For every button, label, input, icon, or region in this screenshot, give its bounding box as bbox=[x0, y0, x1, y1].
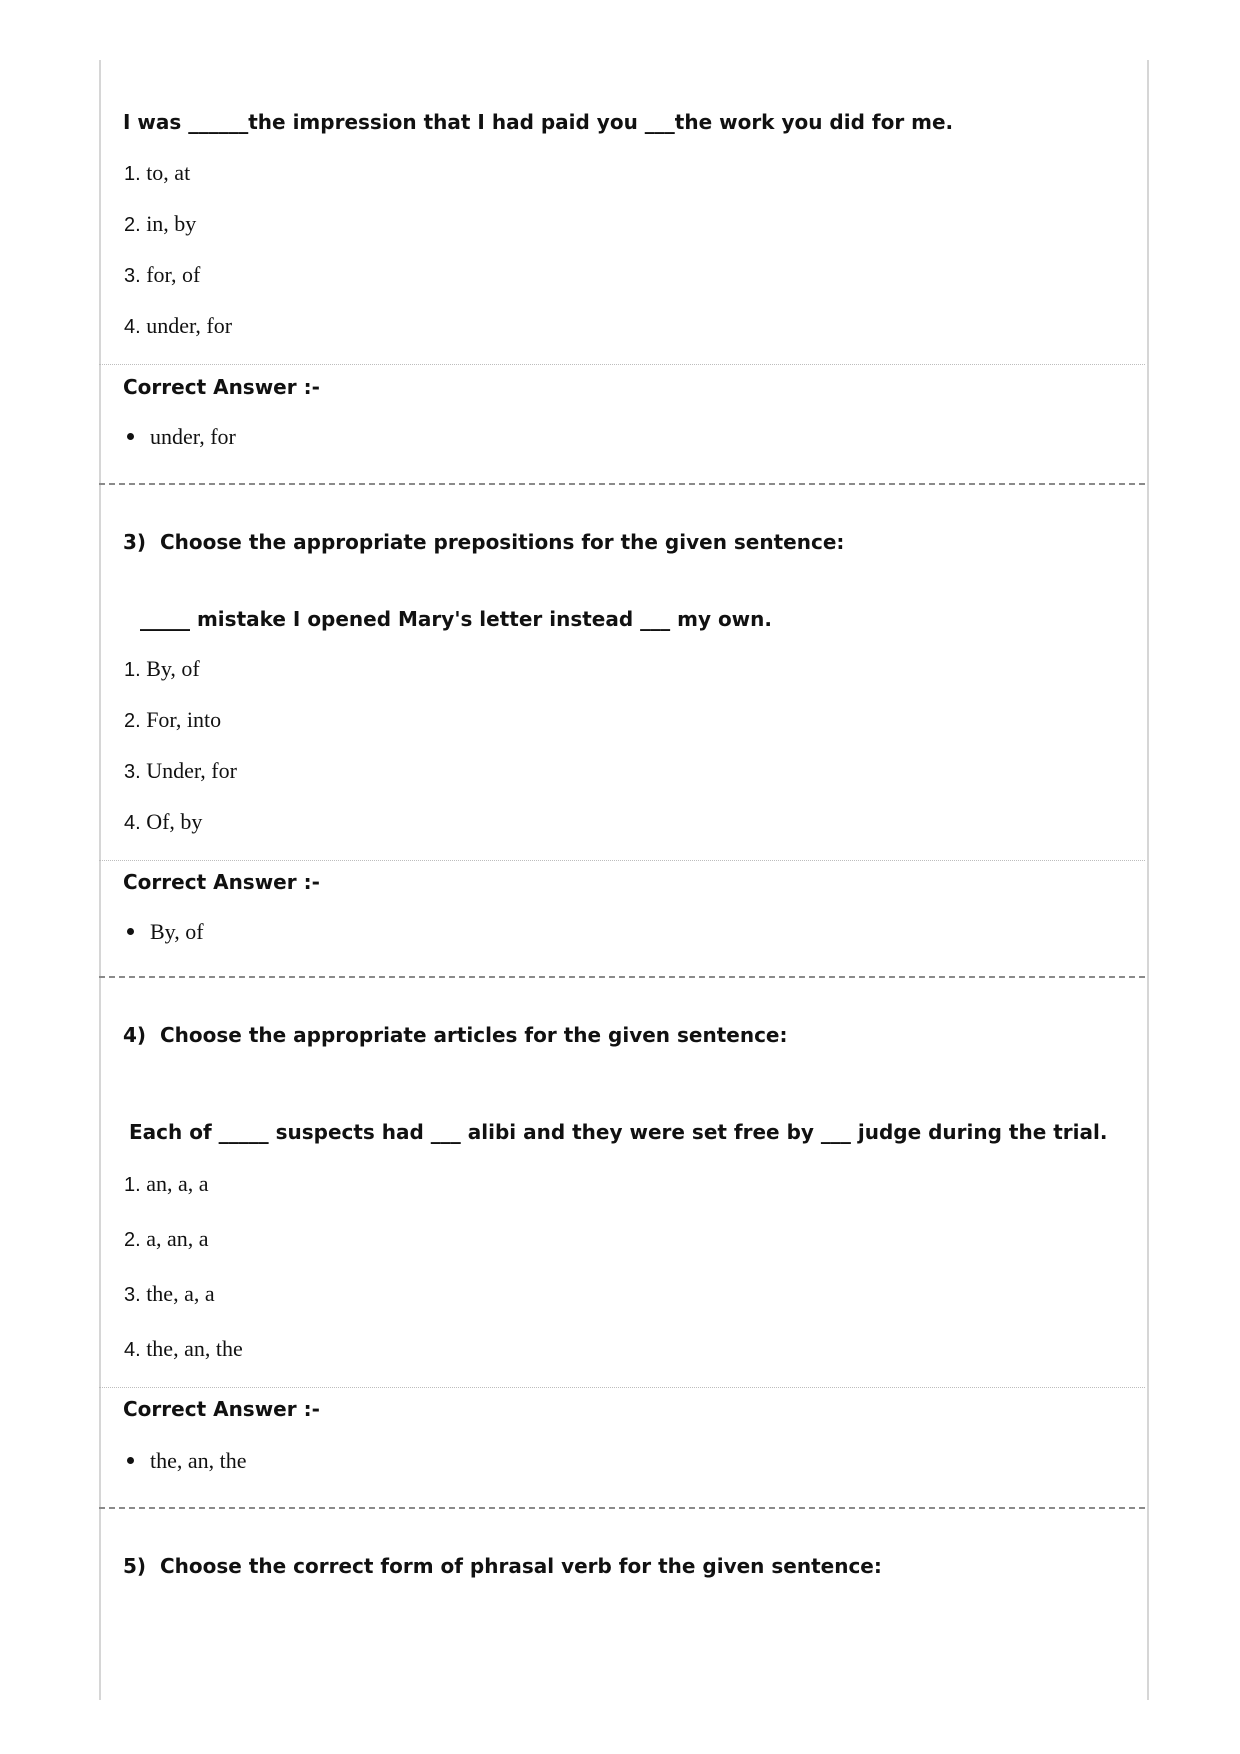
q3-correct-label: Correct Answer :- bbox=[123, 870, 320, 894]
q4-option-4[interactable] bbox=[124, 1336, 243, 1362]
question-separator bbox=[99, 483, 1145, 485]
option-number: 2. bbox=[124, 1229, 141, 1251]
q2-option-4[interactable] bbox=[124, 313, 232, 339]
option-number: 2. bbox=[124, 710, 141, 732]
question-number: 5) bbox=[123, 1554, 147, 1578]
option-text: in, by bbox=[146, 211, 197, 236]
option-number: 1. bbox=[124, 1174, 141, 1196]
option-text: under, for bbox=[146, 313, 233, 338]
bullet-icon bbox=[127, 433, 134, 440]
question-number: 3) bbox=[123, 530, 147, 554]
option-text: for, of bbox=[146, 262, 201, 287]
q4-correct-label: Correct Answer :- bbox=[123, 1397, 320, 1421]
q4-option-3[interactable] bbox=[124, 1281, 215, 1307]
option-number: 4. bbox=[124, 316, 141, 338]
question-separator bbox=[99, 976, 1145, 978]
q4-option-2[interactable] bbox=[124, 1226, 208, 1252]
q4-correct-answer bbox=[127, 1448, 247, 1474]
option-text: a, an, a bbox=[146, 1226, 209, 1251]
option-text: For, into bbox=[146, 707, 222, 732]
q5-heading bbox=[123, 1554, 882, 1578]
q3-sentence: _____ mistake I opened Mary's letter instead ___ my own. bbox=[140, 607, 772, 631]
q2-sentence: I was ______the impression that I had paid you ___the work you did for me. bbox=[123, 110, 954, 134]
q3-heading bbox=[123, 530, 844, 554]
option-number: 1. bbox=[124, 163, 141, 185]
q3-option-3[interactable] bbox=[124, 758, 237, 784]
option-number: 3. bbox=[124, 1284, 141, 1306]
option-text: Under, for bbox=[146, 758, 237, 783]
option-text: By, of bbox=[146, 656, 200, 681]
option-number: 3. bbox=[124, 761, 141, 783]
question-text: Choose the correct form of phrasal verb for the given sentence: bbox=[160, 1554, 882, 1578]
option-number: 1. bbox=[124, 659, 141, 681]
question-text: Choose the appropriate articles for the given sentence: bbox=[160, 1023, 788, 1047]
q3-option-4[interactable] bbox=[124, 809, 202, 835]
q2-correct-answer bbox=[127, 424, 236, 450]
divider bbox=[99, 860, 1145, 861]
question-separator bbox=[99, 1507, 1145, 1509]
option-number: 4. bbox=[124, 1339, 141, 1361]
option-text: the, a, a bbox=[146, 1281, 215, 1306]
question-number: 4) bbox=[123, 1023, 147, 1047]
correct-answer-text: under, for bbox=[150, 424, 236, 449]
q4-heading bbox=[123, 1023, 787, 1047]
option-text: Of, by bbox=[146, 809, 203, 834]
q2-option-2[interactable] bbox=[124, 211, 196, 237]
divider bbox=[99, 1387, 1145, 1388]
divider bbox=[99, 364, 1145, 365]
bullet-icon bbox=[127, 1457, 134, 1464]
option-number: 3. bbox=[124, 265, 141, 287]
question-text: Choose the appropriate prepositions for the given sentence: bbox=[160, 530, 845, 554]
q4-sentence: Each of _____ suspects had ___ alibi and they were set free by ___ judge during the trial. bbox=[129, 1120, 1108, 1144]
option-number: 4. bbox=[124, 812, 141, 834]
q2-correct-label: Correct Answer :- bbox=[123, 375, 320, 399]
q2-option-1[interactable] bbox=[124, 160, 190, 186]
q3-correct-answer bbox=[127, 919, 204, 945]
bullet-icon bbox=[127, 928, 134, 935]
option-number: 2. bbox=[124, 214, 141, 236]
correct-answer-text: By, of bbox=[150, 919, 204, 944]
correct-answer-text: the, an, the bbox=[150, 1448, 247, 1473]
option-text: to, at bbox=[146, 160, 191, 185]
q2-option-3[interactable] bbox=[124, 262, 200, 288]
q4-option-1[interactable] bbox=[124, 1171, 208, 1197]
option-text: the, an, the bbox=[146, 1336, 243, 1361]
option-text: an, a, a bbox=[146, 1171, 209, 1196]
q3-option-2[interactable] bbox=[124, 707, 221, 733]
q3-option-1[interactable] bbox=[124, 656, 200, 682]
